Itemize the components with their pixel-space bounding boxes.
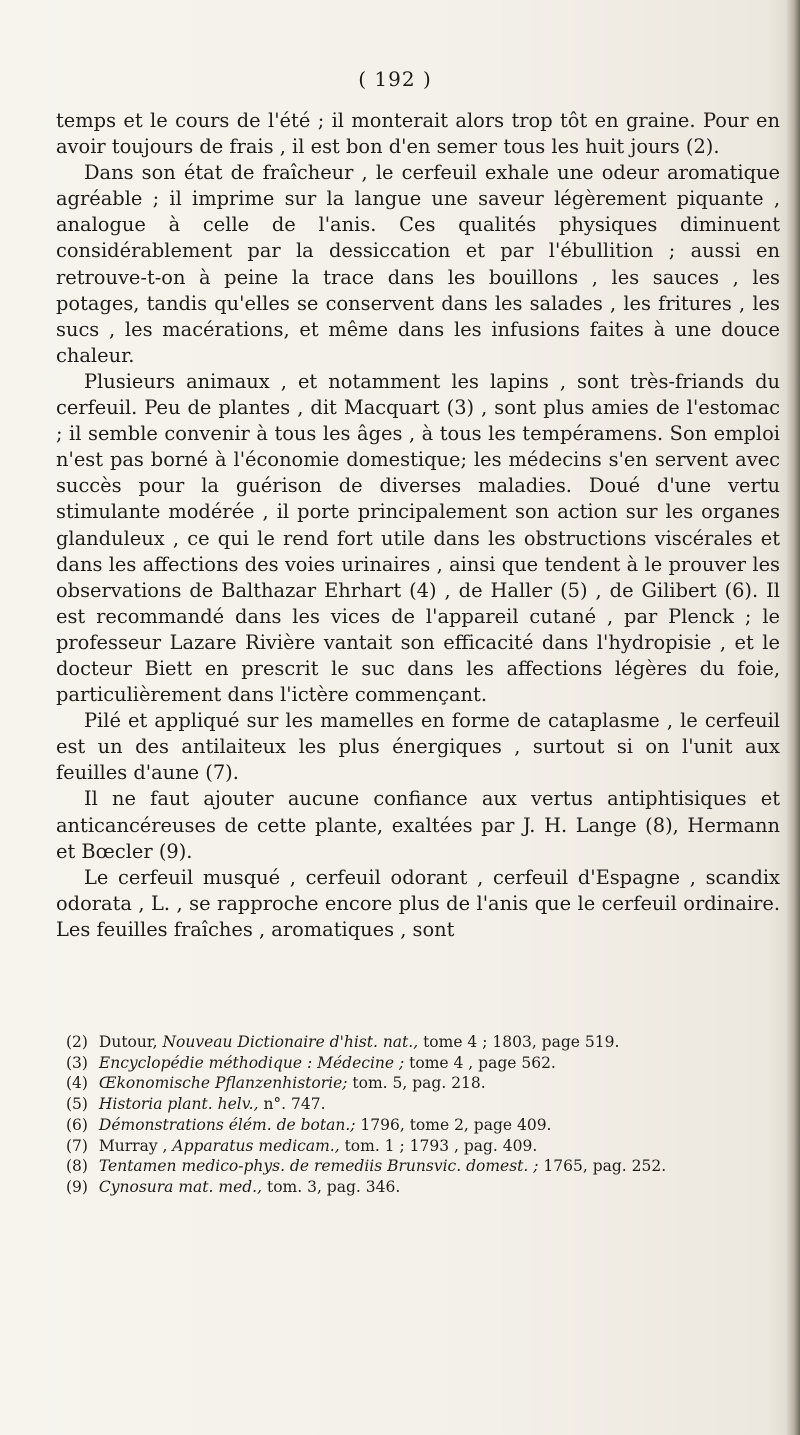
footnote-title: Encyclopédie méthodique : Médecine ;	[98, 1053, 405, 1072]
footnote-author: Dutour,	[98, 1033, 158, 1051]
footnote-author: Murray ,	[98, 1136, 168, 1155]
footnote	[56, 1032, 780, 1053]
footnote-ref: (3)	[66, 1053, 88, 1072]
footnote-detail: n°. 747.	[263, 1095, 326, 1114]
footnote-ref: (2)	[66, 1033, 88, 1051]
footnote-ref: (4)	[66, 1074, 88, 1093]
footnote-detail: tome 4 ; 1803, page 519.	[423, 1033, 620, 1051]
footnote-title: Tentamen medico-phys. de remediis Brunsvic. domest. ;	[98, 1157, 539, 1176]
footnote-ref: (9)	[66, 1177, 88, 1196]
footnote-title: Œkonomische Pflanzenhistorie;	[98, 1074, 348, 1093]
footnote-title: Historia plant. helv.,	[98, 1095, 259, 1114]
footnote-title: Démonstrations élém. de botan.;	[98, 1115, 356, 1134]
footnote-ref: (7)	[66, 1136, 88, 1155]
footnote	[56, 1136, 780, 1157]
footnote-title: Nouveau Dictionaire d'hist. nat.,	[162, 1033, 419, 1051]
footnote	[56, 1156, 780, 1177]
body-text	[56, 108, 780, 943]
page-edge-shadow	[786, 0, 800, 1435]
footnote	[56, 1094, 780, 1115]
footnote-ref: (5)	[66, 1095, 88, 1114]
footnote	[56, 1177, 780, 1198]
footnotes	[56, 1032, 780, 1198]
footnote-title: Cynosura mat. med.,	[98, 1177, 263, 1196]
paragraph: Il ne faut ajouter aucune confiance aux vertus antiphtisiques et anticancéreuses de cette plante, exaltées par J. H. Lange (8), Hermann et Bœcler (9).	[56, 787, 780, 863]
footnote	[56, 1115, 780, 1136]
footnote-detail: tom. 1 ; 1793 , pag. 409.	[344, 1136, 538, 1155]
footnote-detail: tome 4 , page 562.	[409, 1053, 556, 1072]
paragraph: Le cerfeuil musqué , cerfeuil odorant , cerfeuil d'Espagne , scandix odorata , L. , se rapproche encore plus de l'anis que le cerfeuil ordinaire. Les feuilles fraîches , aromatiques , sont	[56, 865, 780, 941]
footnote-detail: tom. 5, pag. 218.	[352, 1074, 486, 1093]
paragraph: Pilé et appliqué sur les mamelles en forme de cataplasme , le cerfeuil est un des antilaiteux les plus énergiques , surtout si on l'unit aux feuilles d'aune (7).	[56, 709, 780, 785]
footnote	[56, 1073, 780, 1094]
paragraph: temps et le cours de l'été ; il monterait alors trop tôt en graine. Pour en avoir toujours de frais , il est bon d'en semer tous les huit jours (2).	[56, 109, 780, 159]
footnote-ref: (6)	[66, 1115, 88, 1134]
footnote-detail: 1765, pag. 252.	[543, 1157, 667, 1176]
footnote-title: Apparatus medicam.,	[172, 1136, 340, 1155]
footnote	[56, 1053, 780, 1074]
paragraph: Plusieurs animaux , et notamment les lapins , sont très-friands du cerfeuil. Peu de plantes , dit Macquart (3) , sont plus amies de l'estomac ; il semble convenir à tous les âges , à tous les tempéramens. Son emploi n'est pas borné à l'économie domestique; les médecins s'en servent avec succès pour la guérison de diverses maladies. Doué d'une vertu stimulante modérée , il porte principalement son action sur les organes glanduleux , ce qui le rend fort utile dans les obstructions viscérales et dans les affections des voies urinaires , ainsi que tendent à le prouver les observations de Balthazar Ehrhart (4) , de Haller (5) , de Gilibert (6). Il est recommandé dans les vices de l'appareil cutané , par Plenck ; le professeur Lazare Rivière vantait son efficacité dans l'hydropisie , et le docteur Biett en prescrit le suc dans les affections légères du foie, particulièrement dans l'ictère commençant.	[56, 369, 780, 707]
paragraph: Dans son état de fraîcheur , le cerfeuil exhale une odeur aromatique agréable ; il imprime sur la langue une saveur légèrement piquante , analogue à celle de l'anis. Ces qualités physiques diminuent considérablement par la dessiccation et par l'ébullition ; aussi en retrouve-t-on à peine la trace dans les bouillons , les sauces , les potages, tandis qu'elles se conservent dans les salades , les fritures , les sucs , les macérations, et même dans les infusions faites à une douce chaleur.	[56, 161, 780, 367]
page-number: ( 192 )	[358, 67, 432, 91]
footnote-detail: 1796, tome 2, page 409.	[360, 1115, 552, 1134]
footnote-detail: tom. 3, pag. 346.	[266, 1177, 401, 1196]
footnote-ref: (8)	[66, 1157, 88, 1176]
